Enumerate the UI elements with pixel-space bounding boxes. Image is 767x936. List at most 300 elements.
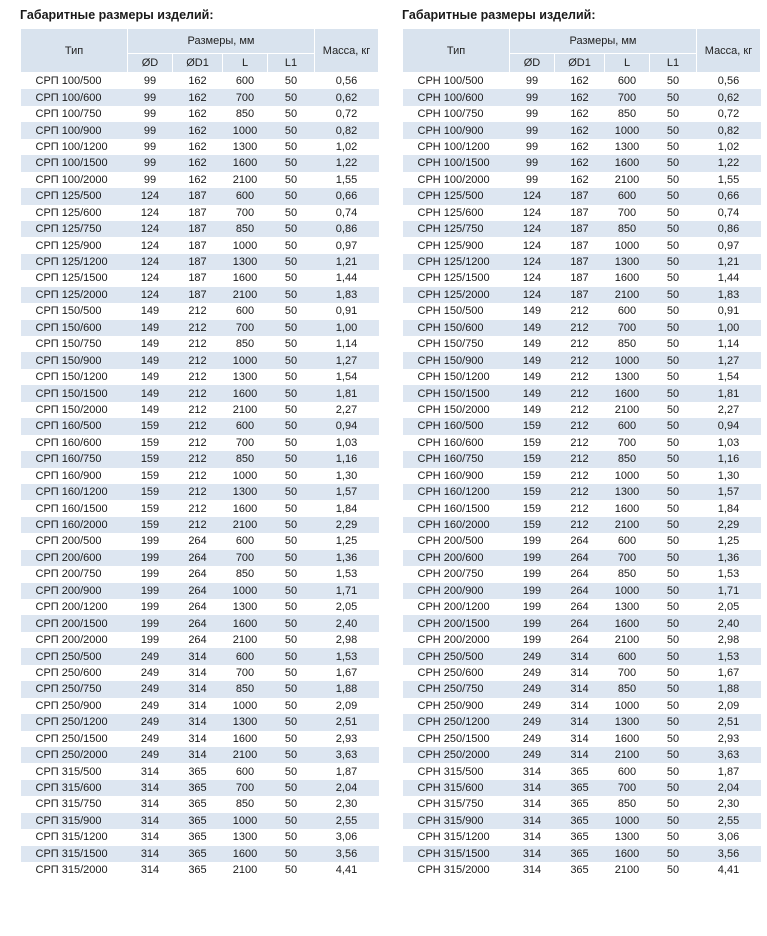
table-row [403,780,761,796]
d-cell: 314 [128,813,173,829]
table-row [21,385,379,401]
table-row [21,172,379,188]
l1-cell: 50 [650,583,697,599]
table-row [403,533,761,549]
d1-cell: 212 [555,451,605,467]
type-cell: СРН 315/750 [403,796,510,812]
table-row [403,747,761,763]
table-row [21,632,379,648]
l-cell: 1000 [223,352,268,368]
l-cell: 2100 [605,172,650,188]
d-cell: 124 [128,237,173,253]
d1-cell: 314 [555,665,605,681]
l1-cell: 50 [268,862,315,878]
type-cell: СРП 250/900 [21,698,128,714]
table-row [403,632,761,648]
d1-cell: 162 [555,155,605,171]
table-row [21,369,379,385]
d-cell: 159 [510,451,555,467]
table-row [21,320,379,336]
d1-cell: 212 [173,468,223,484]
d-cell: 314 [510,813,555,829]
d-cell: 149 [510,352,555,368]
type-cell: СРН 150/900 [403,352,510,368]
type-cell: СРП 125/2000 [21,287,128,303]
l1-cell: 50 [650,237,697,253]
l-cell: 1000 [605,583,650,599]
d-cell: 159 [128,451,173,467]
mass-cell: 1,88 [697,681,761,697]
l-cell: 1000 [605,352,650,368]
d1-cell: 314 [173,747,223,763]
type-cell: СРП 150/1500 [21,385,128,401]
type-cell: СРН 125/2000 [403,287,510,303]
d1-cell: 212 [173,336,223,352]
type-cell: СРН 315/500 [403,763,510,779]
d-cell: 249 [510,714,555,730]
d-cell: 149 [510,385,555,401]
type-cell: СРП 315/1200 [21,829,128,845]
l-cell: 2100 [605,632,650,648]
d-cell: 149 [128,369,173,385]
table-row [403,205,761,221]
l-cell: 1300 [223,714,268,730]
d-cell: 99 [128,139,173,155]
table-row [403,451,761,467]
mass-cell: 1,88 [315,681,379,697]
panel-title: Габаритные размеры изделий: [402,8,596,22]
mass-cell: 2,09 [315,698,379,714]
table-row [403,698,761,714]
table-row [403,714,761,730]
d1-cell: 314 [173,648,223,664]
l1-cell: 50 [650,862,697,878]
d1-cell: 212 [173,320,223,336]
l-cell: 1300 [605,369,650,385]
table-row [403,106,761,122]
mass-cell: 2,05 [315,599,379,615]
d-cell: 159 [128,435,173,451]
l-cell: 600 [605,73,650,90]
l-cell: 700 [605,89,650,105]
l1-cell: 50 [650,155,697,171]
header-mass: Масса, кг [315,29,379,73]
type-cell: СРН 315/2000 [403,862,510,878]
l1-cell: 50 [268,829,315,845]
l1-cell: 50 [268,418,315,434]
header-dimensions: Размеры, мм [128,29,315,54]
l1-cell: 50 [268,270,315,286]
d1-cell: 365 [173,813,223,829]
table-row [21,813,379,829]
l1-cell: 50 [268,254,315,270]
d-cell: 249 [128,714,173,730]
l1-cell: 50 [268,237,315,253]
l-cell: 1600 [223,500,268,516]
mass-cell: 1,71 [697,583,761,599]
l-cell: 1300 [605,139,650,155]
l1-cell: 50 [650,188,697,204]
mass-cell: 1,22 [315,155,379,171]
type-cell: СРП 160/1200 [21,484,128,500]
l1-cell: 50 [268,500,315,516]
mass-cell: 2,30 [315,796,379,812]
d1-cell: 365 [173,796,223,812]
d-cell: 199 [510,583,555,599]
l1-cell: 50 [650,352,697,368]
mass-cell: 1,84 [315,500,379,516]
d-cell: 99 [510,172,555,188]
mass-cell: 2,04 [697,780,761,796]
type-cell: СРП 160/750 [21,451,128,467]
d-cell: 159 [510,418,555,434]
mass-cell: 1,83 [315,287,379,303]
mass-cell: 1,67 [697,665,761,681]
l-cell: 1000 [223,468,268,484]
type-cell: СРН 200/2000 [403,632,510,648]
l1-cell: 50 [268,89,315,105]
l1-cell: 50 [650,632,697,648]
mass-cell: 0,97 [315,237,379,253]
d1-cell: 264 [555,550,605,566]
l1-cell: 50 [268,846,315,862]
l1-cell: 50 [268,73,315,90]
l-cell: 600 [223,418,268,434]
l1-cell: 50 [650,303,697,319]
header-dimensions: Размеры, мм [510,29,697,54]
mass-cell: 0,66 [315,188,379,204]
l-cell: 1600 [223,270,268,286]
l1-cell: 50 [650,846,697,862]
type-cell: СРП 100/2000 [21,172,128,188]
mass-cell: 0,97 [697,237,761,253]
d1-cell: 187 [173,270,223,286]
l-cell: 600 [223,73,268,90]
d1-cell: 212 [555,418,605,434]
d-cell: 99 [128,122,173,138]
l1-cell: 50 [268,336,315,352]
d-cell: 99 [128,89,173,105]
l1-cell: 50 [650,336,697,352]
l1-cell: 50 [268,369,315,385]
type-cell: СРН 315/600 [403,780,510,796]
type-cell: СРП 160/600 [21,435,128,451]
type-cell: СРН 100/600 [403,89,510,105]
l1-cell: 50 [268,599,315,615]
table-row [21,484,379,500]
d-cell: 249 [510,648,555,664]
table-row [403,829,761,845]
header-l: L [605,54,650,73]
d-cell: 124 [128,270,173,286]
l-cell: 600 [605,303,650,319]
mass-cell: 0,91 [315,303,379,319]
type-cell: СРП 250/500 [21,648,128,664]
mass-cell: 2,51 [697,714,761,730]
type-cell: СРП 150/1200 [21,369,128,385]
l1-cell: 50 [650,780,697,796]
header-d1: ØD1 [173,54,223,73]
mass-cell: 1,83 [697,287,761,303]
l1-cell: 50 [268,632,315,648]
mass-cell: 2,98 [697,632,761,648]
header-mass: Масса, кг [697,29,761,73]
type-cell: СРП 150/900 [21,352,128,368]
d-cell: 314 [128,862,173,878]
mass-cell: 1,44 [697,270,761,286]
l1-cell: 50 [650,270,697,286]
mass-cell: 2,55 [697,813,761,829]
table-row [403,500,761,516]
d-cell: 249 [128,698,173,714]
d1-cell: 212 [173,484,223,500]
d1-cell: 365 [173,846,223,862]
d1-cell: 365 [173,862,223,878]
l-cell: 2100 [605,862,650,878]
d-cell: 124 [510,188,555,204]
header-type: Тип [21,29,128,73]
mass-cell: 0,86 [697,221,761,237]
header-l1: L1 [650,54,697,73]
mass-cell: 2,27 [315,402,379,418]
d-cell: 99 [510,155,555,171]
d-cell: 99 [128,172,173,188]
l1-cell: 50 [268,287,315,303]
d-cell: 314 [510,780,555,796]
d1-cell: 314 [555,648,605,664]
mass-cell: 1,27 [697,352,761,368]
l-cell: 1600 [605,500,650,516]
d1-cell: 365 [173,829,223,845]
d-cell: 159 [128,517,173,533]
l-cell: 1300 [223,254,268,270]
d1-cell: 187 [555,221,605,237]
table-row [21,599,379,615]
l-cell: 700 [605,550,650,566]
l-cell: 2100 [605,402,650,418]
d1-cell: 264 [555,566,605,582]
table-row [21,155,379,171]
l1-cell: 50 [650,287,697,303]
table-row [403,270,761,286]
l1-cell: 50 [268,172,315,188]
type-cell: СРН 315/1500 [403,846,510,862]
l-cell: 1300 [605,714,650,730]
type-cell: СРП 315/1500 [21,846,128,862]
l1-cell: 50 [268,221,315,237]
d-cell: 199 [128,583,173,599]
type-cell: СРП 100/900 [21,122,128,138]
d-cell: 314 [128,796,173,812]
type-cell: СРП 200/600 [21,550,128,566]
table-row [403,237,761,253]
type-cell: СРП 125/750 [21,221,128,237]
table-row [403,402,761,418]
table-row [21,254,379,270]
d1-cell: 187 [173,237,223,253]
type-cell: СРП 315/750 [21,796,128,812]
d-cell: 99 [510,73,555,90]
l1-cell: 50 [268,139,315,155]
l-cell: 1000 [605,698,650,714]
mass-cell: 1,30 [315,468,379,484]
mass-cell: 1,03 [315,435,379,451]
l-cell: 2100 [605,517,650,533]
d1-cell: 365 [555,862,605,878]
type-cell: СРП 150/2000 [21,402,128,418]
d-cell: 199 [510,533,555,549]
d-cell: 249 [128,731,173,747]
table-row [21,500,379,516]
l-cell: 850 [223,221,268,237]
d1-cell: 365 [173,763,223,779]
mass-cell: 0,94 [315,418,379,434]
dimensions-panel-left [20,6,378,878]
mass-cell: 2,98 [315,632,379,648]
table-row [21,780,379,796]
d1-cell: 314 [555,714,605,730]
table-row [21,829,379,845]
table-row [403,435,761,451]
d1-cell: 314 [173,681,223,697]
d1-cell: 212 [555,484,605,500]
type-cell: СРН 250/600 [403,665,510,681]
l1-cell: 50 [268,303,315,319]
d1-cell: 264 [173,632,223,648]
d1-cell: 187 [173,205,223,221]
l1-cell: 50 [268,780,315,796]
l-cell: 2100 [223,632,268,648]
mass-cell: 2,09 [697,698,761,714]
l-cell: 700 [605,320,650,336]
type-cell: СРП 100/1200 [21,139,128,155]
d1-cell: 264 [173,615,223,631]
table-row [403,352,761,368]
d-cell: 314 [510,846,555,862]
mass-cell: 2,30 [697,796,761,812]
l-cell: 700 [605,665,650,681]
d-cell: 314 [128,829,173,845]
d-cell: 314 [510,829,555,845]
l1-cell: 50 [268,813,315,829]
header-type: Тип [403,29,510,73]
d-cell: 249 [510,681,555,697]
d1-cell: 212 [173,369,223,385]
l1-cell: 50 [268,550,315,566]
dimensions-table [402,28,761,878]
mass-cell: 0,74 [315,205,379,221]
d-cell: 314 [510,796,555,812]
l-cell: 700 [605,205,650,221]
d1-cell: 162 [555,139,605,155]
l1-cell: 50 [268,435,315,451]
d-cell: 159 [510,484,555,500]
mass-cell: 2,40 [697,615,761,631]
type-cell: СРП 200/900 [21,583,128,599]
l1-cell: 50 [268,402,315,418]
table-row [21,665,379,681]
header-d: ØD [128,54,173,73]
l1-cell: 50 [650,106,697,122]
d1-cell: 187 [555,270,605,286]
l1-cell: 50 [268,763,315,779]
l-cell: 600 [223,763,268,779]
l1-cell: 50 [268,155,315,171]
mass-cell: 1,87 [697,763,761,779]
table-row [21,402,379,418]
l-cell: 850 [223,796,268,812]
d-cell: 159 [128,468,173,484]
table-row [403,796,761,812]
l1-cell: 50 [650,599,697,615]
l-cell: 600 [605,763,650,779]
d-cell: 199 [510,566,555,582]
d1-cell: 212 [555,352,605,368]
table-row [403,369,761,385]
mass-cell: 1,53 [697,648,761,664]
table-row [21,205,379,221]
l1-cell: 50 [650,763,697,779]
type-cell: СРН 160/1500 [403,500,510,516]
mass-cell: 2,40 [315,615,379,631]
type-cell: СРП 250/1200 [21,714,128,730]
l-cell: 1600 [223,385,268,401]
mass-cell: 1,25 [315,533,379,549]
table-row [403,681,761,697]
table-row [403,254,761,270]
d-cell: 99 [510,106,555,122]
l-cell: 1000 [605,122,650,138]
d-cell: 159 [510,435,555,451]
d-cell: 124 [128,254,173,270]
type-cell: СРП 250/2000 [21,747,128,763]
d1-cell: 264 [173,533,223,549]
type-cell: СРН 100/1500 [403,155,510,171]
table-row [403,73,761,90]
l1-cell: 50 [268,681,315,697]
d1-cell: 187 [555,287,605,303]
mass-cell: 2,29 [697,517,761,533]
l-cell: 1300 [605,829,650,845]
type-cell: СРН 160/2000 [403,517,510,533]
d1-cell: 212 [555,468,605,484]
d-cell: 199 [128,632,173,648]
l1-cell: 50 [650,484,697,500]
table-row [403,763,761,779]
type-cell: СРН 250/2000 [403,747,510,763]
l1-cell: 50 [268,583,315,599]
d-cell: 159 [510,517,555,533]
type-cell: СРП 250/1500 [21,731,128,747]
mass-cell: 1,36 [697,550,761,566]
d-cell: 159 [128,418,173,434]
d1-cell: 162 [555,73,605,90]
table-row [21,747,379,763]
d-cell: 199 [128,615,173,631]
l1-cell: 50 [650,615,697,631]
l-cell: 1600 [605,270,650,286]
table-row [21,451,379,467]
l-cell: 1600 [605,846,650,862]
l1-cell: 50 [268,665,315,681]
table-row [403,550,761,566]
d1-cell: 162 [555,172,605,188]
l-cell: 2100 [605,747,650,763]
d1-cell: 212 [555,320,605,336]
table-row [21,566,379,582]
d1-cell: 187 [173,188,223,204]
type-cell: СРП 315/600 [21,780,128,796]
